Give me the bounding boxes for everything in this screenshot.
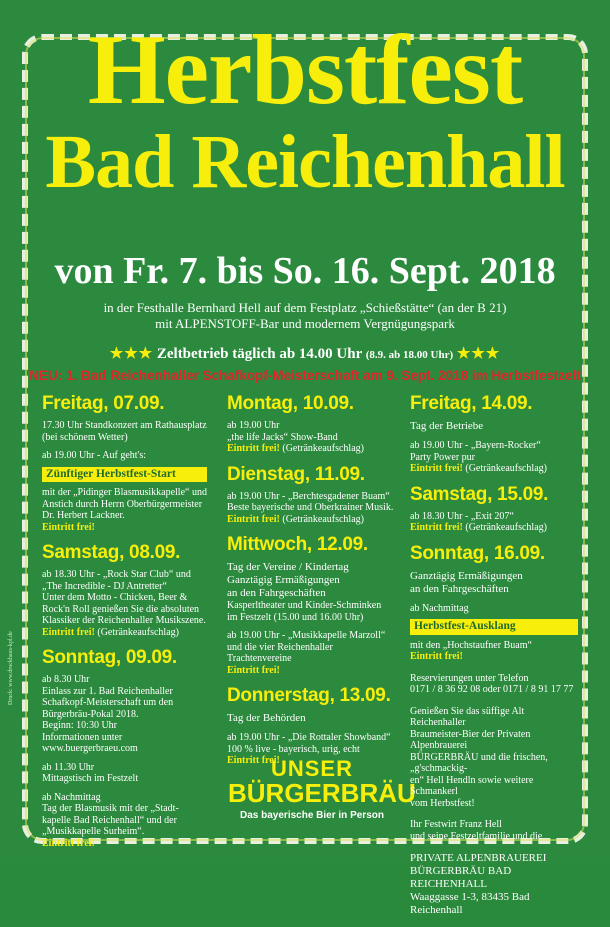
day-block-sun-09: [42, 648, 207, 849]
day-block-fri-14: [410, 394, 578, 475]
event-text: an den Fahrgeschäften: [410, 582, 509, 595]
venue-info: [0, 300, 610, 332]
event-text: Einlass zur 1. Bad Reichenhaller: [42, 685, 173, 697]
event-text: 100 % live - bayerisch, urig, echt: [227, 743, 360, 755]
stars-icon: ★★★: [456, 346, 501, 362]
surcharge-note: (Getränkeaufschlag): [282, 443, 364, 454]
event-text: und die vier Reichenhaller Trachtenvereine: [227, 641, 333, 664]
schedule-column-2: [227, 394, 395, 777]
day-block-sat-15: [410, 485, 578, 534]
schedule-column-3: [410, 394, 578, 927]
day-block-sat-08: [42, 543, 207, 638]
event-text: „the life Jacks“ Show-Band: [227, 431, 338, 443]
free-entry: Eintritt frei!: [227, 443, 280, 454]
event-text: ab 19.00 Uhr: [227, 420, 280, 431]
schedule-column-1: [42, 394, 207, 859]
event-text: mit der „Pidinger Blasmusikkapelle“ und: [42, 487, 207, 498]
event-text: ab Nachmittag: [42, 791, 101, 803]
event-text: Tag der Behörden: [227, 712, 306, 724]
event-text: Informationen unter www.buergerbraeu.com: [42, 731, 138, 754]
free-entry: Eintritt frei!: [227, 755, 280, 766]
free-entry: Eintritt frei!: [410, 522, 463, 533]
brewery-address-line: Waaggasse 1-3, 83435 Bad Reichenhall: [410, 891, 530, 916]
free-entry: Eintritt frei!: [42, 837, 95, 849]
event-text: Klassiker der Reichenhaller Musikszene.: [42, 615, 206, 626]
print-credit: Druck: www.druckhaus-kpl.de: [8, 631, 14, 705]
surcharge-note: (Getränkeaufschlag): [282, 513, 364, 525]
event-text: ab 19.00 Uhr - „Musikkapelle Marzoll“: [227, 630, 386, 641]
day-block-fri-07: [42, 394, 207, 533]
event-text: Tag der Betriebe: [410, 420, 484, 432]
highlight-label: Herbstfest-Ausklang: [410, 619, 578, 635]
promo-text: vom Herbstfest!: [410, 797, 475, 809]
event-text: 17.30 Uhr Standkonzert am Rathausplatz: [42, 420, 207, 431]
host-info: [410, 819, 578, 842]
day-block-sun-16: [410, 544, 578, 663]
venue-line: in der Festhalle Bernhard Hell auf dem Festplatz „Schießstätte“ (an der B 21): [103, 300, 507, 315]
brewery-address: [410, 852, 578, 917]
phone-numbers: 0171 / 8 36 92 08 oder 0171 / 8 91 17 77: [410, 684, 574, 695]
event-text: ab 11.30 Uhr: [42, 761, 95, 773]
event-text: mit den „Hochstaufner Buam“: [410, 639, 532, 651]
event-text: Unter dem Motto - Chicken, Beer &: [42, 592, 188, 603]
promo-text: BÜRGERBRÄU und die frischen, „g'schmackig-: [410, 751, 548, 774]
event-text: ab Nachmittag: [410, 602, 469, 614]
event-text: „Musikkapelle Surheim“.: [42, 826, 145, 837]
day-heading: Dienstag, 11.09.: [227, 463, 365, 485]
event-text: Beginn: 10:30 Uhr: [42, 720, 117, 731]
surcharge-note: (Getränkeaufschlag): [465, 463, 547, 474]
event-text: Mittagstisch im Festzelt: [42, 773, 139, 784]
event-text: Dr. Herbert Lackner.: [42, 510, 125, 521]
surcharge-note: (Getränkeaufschlag): [465, 522, 547, 533]
day-heading: Donnerstag, 13.09.: [227, 685, 391, 706]
event-text: (bei schönem Wetter): [42, 431, 128, 443]
reservation-info: [410, 673, 578, 696]
free-entry: Eintritt frei!: [42, 521, 95, 533]
event-text: kapelle Bad Reichenhall“ und der: [42, 814, 177, 826]
day-heading: Montag, 10.09.: [227, 393, 354, 414]
event-text: Schafkopf-Meisterschaft um den: [42, 697, 174, 708]
event-text: Kasperltheater und Kinder-Schminken: [227, 600, 382, 611]
day-block-thu-13: [227, 686, 395, 767]
logo-line: BÜRGERBRÄU: [228, 778, 416, 808]
day-block-mon-10: [227, 394, 395, 455]
news-banner: NEU: 1. Bad Reichenhaller Schafkopf-Meisterschaft am 9. Sept. 2018 im Herbstfestzelt: [29, 368, 581, 383]
promo-text: en“ Hell Hendln sowie weitere Schmankerl: [410, 774, 534, 797]
festival-dates: von Fr. 7. bis So. 16. Sept. 2018: [54, 250, 556, 292]
surcharge-note: (Getränkeaufschlag): [97, 626, 179, 638]
day-heading: Freitag, 07.09.: [42, 393, 165, 414]
free-entry: Eintritt frei!: [410, 463, 463, 474]
free-entry: Eintritt frei!: [42, 626, 95, 638]
event-text: Ganztägig Ermäßigungen: [410, 569, 523, 582]
event-text: ab 18.30 Uhr - „Exit 207“: [410, 510, 514, 522]
host-text: Ihr Festwirt Franz Hell: [410, 819, 502, 830]
event-text: Tag der Blasmusik mit der „Stadt-: [42, 803, 179, 814]
event-text: ab 19.00 Uhr - „Berchtesgadener Buam“: [227, 490, 390, 502]
event-text: „The Incredible - DJ Antretter“: [42, 580, 167, 592]
opening-hours-note: (8.9. ab 18.00 Uhr): [365, 349, 454, 361]
day-block-tue-11: [227, 465, 395, 526]
day-heading: Mittwoch, 12.09.: [227, 534, 368, 555]
event-text: Tag der Vereine / Kindertag: [227, 561, 349, 573]
event-text: Anstich durch Herrn Oberbürgermeister: [42, 498, 203, 510]
brewery-name: PRIVATE ALPENBRAUEREI: [410, 852, 547, 864]
reservation-text: Reservierungen unter Telefon: [410, 672, 529, 684]
event-text: ab 8.30 Uhr: [42, 674, 90, 685]
venue-line: mit ALPENSTOFF-Bar und modernem Vergnügungspark: [155, 316, 455, 331]
promo-text: Genießen Sie das süffige Alt Reichenhaller: [410, 705, 525, 728]
day-block-wed-12: [227, 535, 395, 676]
event-text: Beste bayerische und Oberkrainer Musik.: [227, 502, 394, 513]
event-text: an den Fahrgeschäften: [227, 587, 326, 599]
event-text: Bürgerbräu-Pokal 2018.: [42, 708, 139, 720]
day-heading: Samstag, 08.09.: [42, 542, 181, 563]
free-entry: Eintritt frei!: [227, 513, 280, 525]
highlight-label: Zünftiger Herbstfest-Start: [42, 467, 207, 483]
logo-line: UNSER: [270, 756, 353, 781]
event-text: im Festzelt (15.00 und 16.00 Uhr): [227, 611, 364, 623]
event-text: Ganztägig Ermäßigungen: [227, 574, 340, 586]
stars-icon: ★★★: [109, 346, 154, 362]
beer-promo: [410, 706, 578, 810]
opening-hours: [0, 344, 610, 363]
event-text: Rock'n Roll genießen Sie die absoluten: [42, 603, 200, 615]
event-text: ab 19.00 Uhr - „Bayern-Rocker“: [410, 440, 541, 451]
day-heading: Samstag, 15.09.: [410, 483, 549, 505]
logo-slogan: Das bayerische Bier in Person: [240, 810, 384, 821]
event-text: ab 19.00 Uhr - „Die Rottaler Showband“: [227, 732, 391, 743]
free-entry: Eintritt frei!: [227, 664, 280, 676]
free-entry: Eintritt frei!: [410, 651, 463, 662]
promo-text: Braumeister-Bier der Privaten Alpenbrauerei: [410, 728, 531, 751]
opening-hours-main: Zeltbetrieb täglich ab 14.00 Uhr: [156, 346, 362, 362]
brewery-name: BÜRGERBRÄU BAD REICHENHALL: [410, 865, 512, 890]
day-heading: Sonntag, 16.09.: [410, 542, 545, 564]
poster-subtitle: Bad Reichenhall: [45, 120, 565, 204]
poster-title: Herbstfest: [87, 14, 523, 125]
day-heading: Freitag, 14.09.: [410, 393, 533, 414]
day-heading: Sonntag, 09.09.: [42, 647, 177, 668]
event-text: ab 19.00 Uhr - Auf geht's:: [42, 450, 147, 461]
host-text: und seine Festzeltfamilie und die: [410, 830, 543, 842]
event-text: Party Power pur: [410, 451, 475, 463]
event-text: ab 18.30 Uhr - „Rock Star Club“ und: [42, 569, 191, 580]
buergerbraeu-logo: [228, 756, 416, 821]
